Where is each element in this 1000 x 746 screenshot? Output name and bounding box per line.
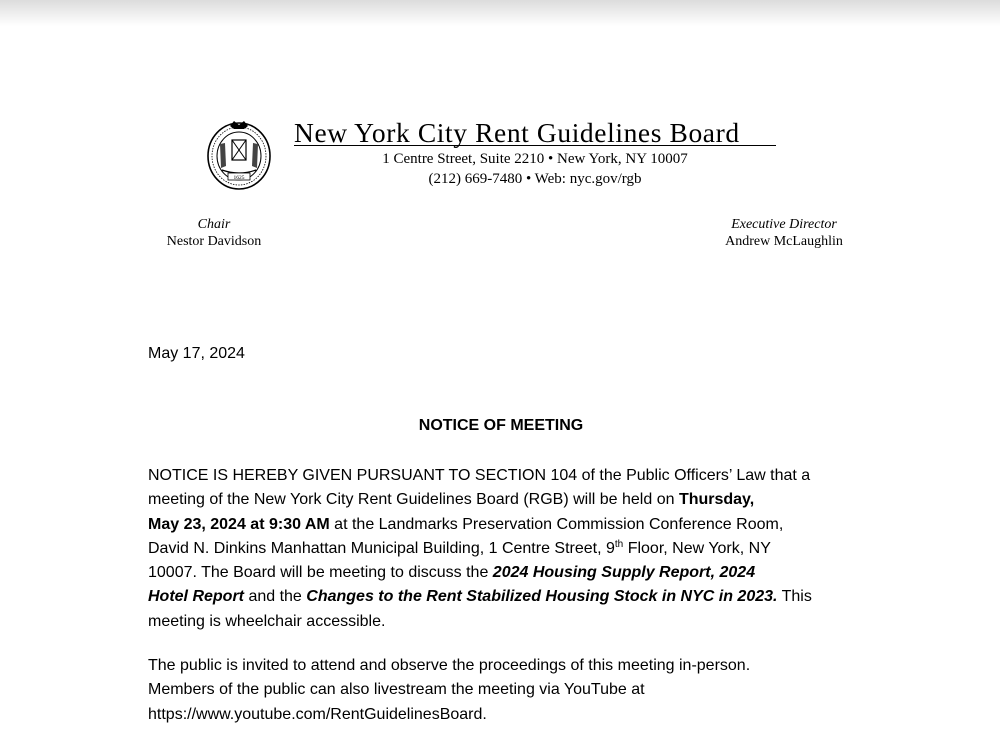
paragraph-line: NOTICE IS HEREBY GIVEN PURSUANT TO SECTION 104 of the Public Officers’ Law that a	[148, 467, 811, 484]
paragraph-line: May 23, 2024 at 9:30 AM at the Landmarks Preservation Commission Conference Room,	[148, 515, 784, 533]
youtube-link[interactable]: https://www.youtube.com/RentGuidelinesBoard.	[148, 705, 487, 723]
paragraph-line: Hotel Report and the Changes to the Rent Stabilized Housing Stock in NYC in 2023. This	[148, 588, 812, 606]
title-underline	[294, 145, 776, 146]
notice-paragraph	[148, 464, 868, 634]
report-title: 2024 Housing Supply Report, 2024	[492, 564, 756, 582]
paragraph-line: David N. Dinkins Manhattan Municipal Building, 1 Centre Street, 9th Floor, New York, NY	[148, 538, 771, 557]
organization-name: New York City Rent Guidelines Board	[294, 117, 740, 148]
executive-director-block	[704, 216, 864, 250]
paragraph-line: The public is invited to attend and observe the proceedings of this meeting in-person.	[148, 657, 751, 674]
paragraph-line: Members of the public can also livestream the meeting via YouTube at	[148, 681, 645, 699]
executive-director-role: Executive Director	[731, 217, 837, 232]
public-access-paragraph	[148, 654, 868, 727]
meeting-datetime: May 23, 2024 at 9:30 AM	[148, 515, 330, 533]
paragraph-line: meeting is wheelchair accessible.	[148, 612, 386, 630]
seal-year: 1625	[233, 175, 245, 181]
notice-title: NOTICE OF MEETING	[418, 417, 584, 434]
executive-director-name: Andrew McLaughlin	[725, 234, 843, 249]
report-title: Hotel Report	[148, 588, 244, 606]
chair-block	[140, 216, 288, 250]
paragraph-line: meeting of the New York City Rent Guidelines Board (RGB) will be held on Thursday,	[148, 491, 755, 509]
chair-name: Nestor Davidson	[166, 234, 262, 249]
nyc-seal-logo	[206, 118, 272, 190]
meeting-day: Thursday,	[678, 491, 755, 509]
paragraph-line: 10007. The Board will be meeting to discuss the 2024 Housing Supply Report, 2024	[148, 564, 756, 582]
organization-phone-web: (212) 669-7480 • Web: nyc.gov/rgb	[428, 171, 642, 187]
report-title: Changes to the Rent Stabilized Housing Stock in NYC in 2023.	[306, 588, 778, 606]
chair-role: Chair	[197, 217, 231, 232]
organization-address: 1 Centre Street, Suite 2210 • New York, NY 10007	[382, 151, 688, 167]
document-date: May 17, 2024	[148, 345, 245, 362]
